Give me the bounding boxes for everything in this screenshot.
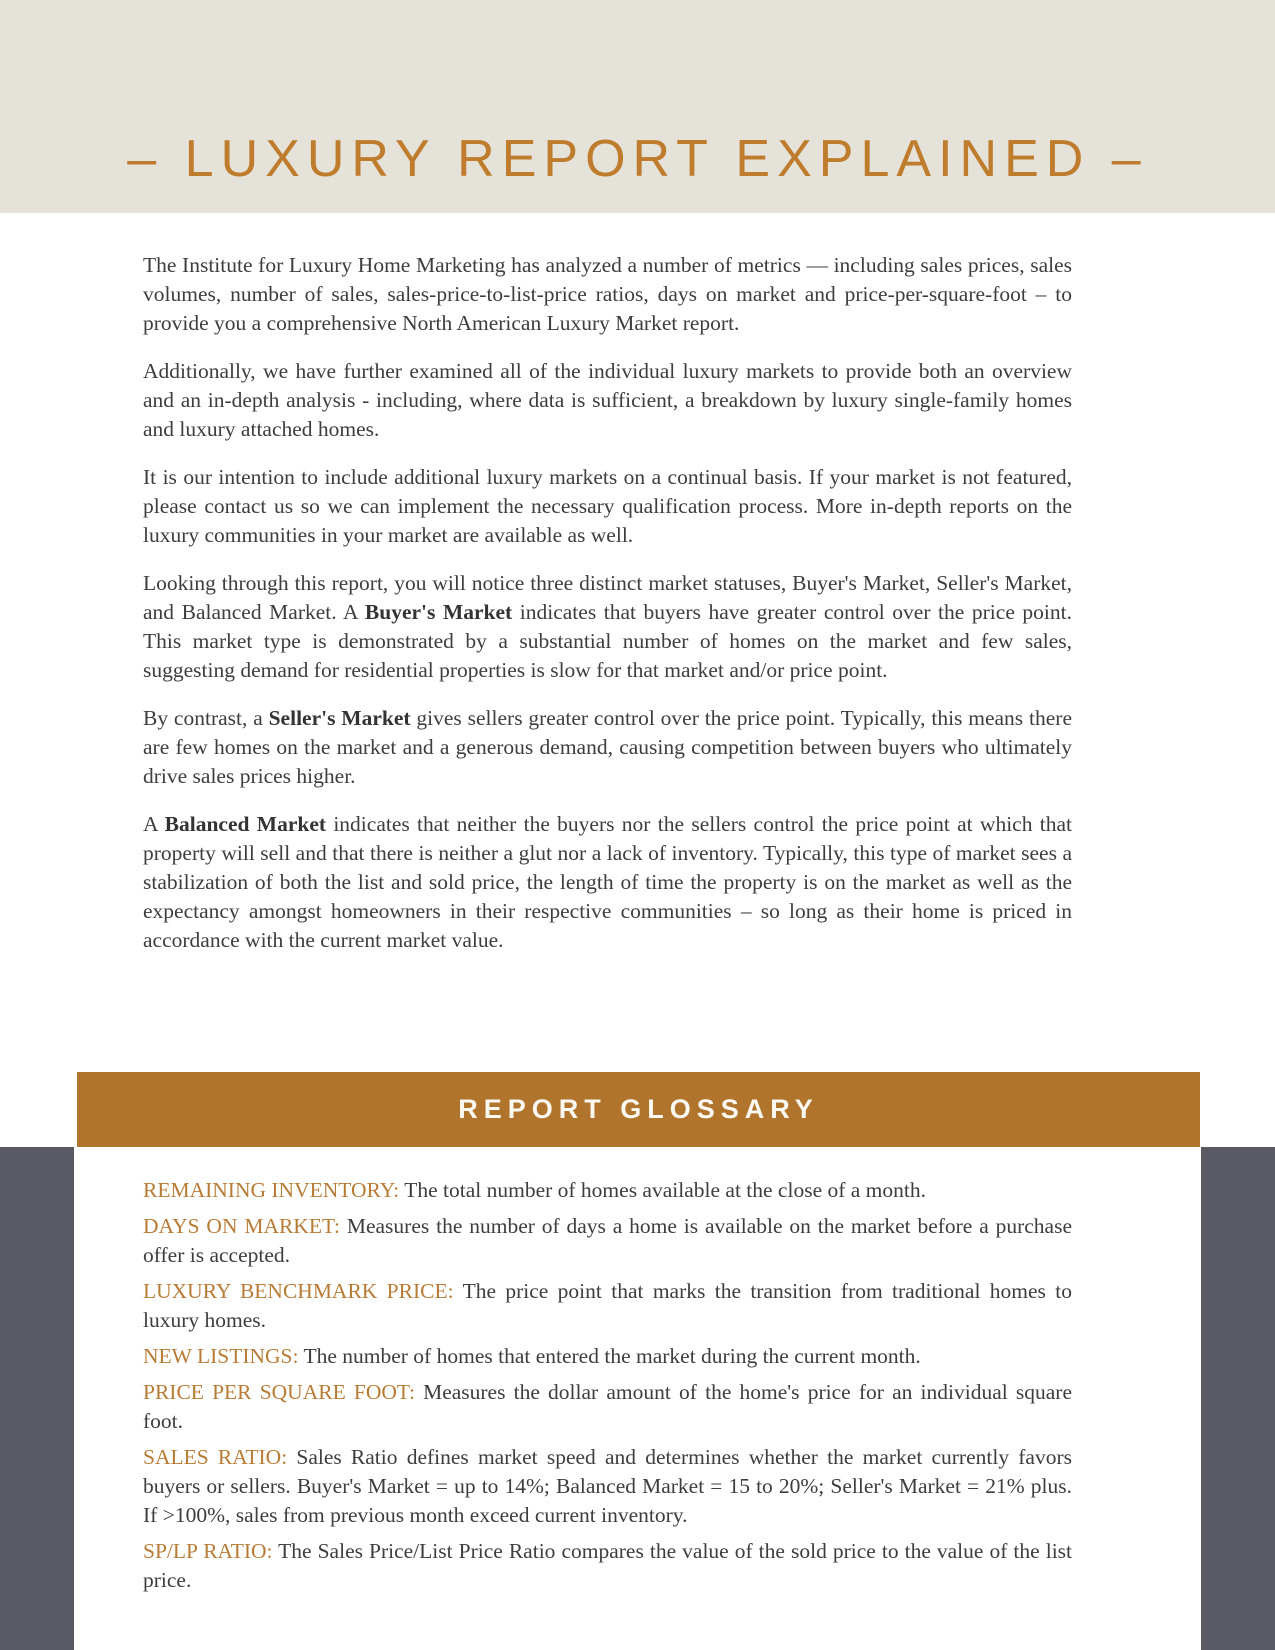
intro-paragraph	[143, 251, 1072, 338]
glossary-term: DAYS ON MARKET:	[143, 1214, 347, 1238]
glossary-definition: Sales Ratio defines market speed and determines whether the market currently favors buyers or sellers. Buyer's Market = up to 14%; Balanced Market = 15 to 20%; Seller's Market = 21% plus. If >100%, sales from previous month exceed current inventory.	[143, 1445, 1072, 1527]
intro-paragraph	[143, 810, 1072, 955]
intro-paragraph	[143, 357, 1072, 444]
glossary-entry	[143, 1342, 1072, 1371]
glossary-entry	[143, 1537, 1072, 1595]
intro-paragraph	[143, 569, 1072, 685]
paragraph-text: indicates that buyers have greater control over the price point. This market type is demonstrated by a substantial number of homes on the market and few sales, suggesting demand for residential properties is slow for that market and/or price point.	[143, 600, 1072, 682]
glossary-entry	[143, 1277, 1072, 1335]
glossary-list	[143, 1176, 1072, 1602]
glossary-term: REMAINING INVENTORY:	[143, 1178, 405, 1202]
glossary-entry	[143, 1176, 1072, 1205]
glossary-term: LUXURY BENCHMARK PRICE:	[143, 1279, 463, 1303]
glossary-definition: The Sales Price/List Price Ratio compares the value of the sold price to the value of the list price.	[143, 1539, 1073, 1592]
paragraph-text: The Institute for Luxury Home Marketing has analyzed a number of metrics — including sales prices, sales volumes, number of sales, sales-price-to-list-price ratios, days on market and price-per-square-foot – to provide you a comprehensive North American Luxury Market report.	[143, 253, 1072, 335]
glossary-term: SP/LP RATIO:	[143, 1539, 279, 1563]
intro-paragraph	[143, 704, 1072, 791]
market-type-term: Seller's Market	[268, 706, 411, 730]
glossary-entry	[143, 1378, 1072, 1436]
glossary-definition: Measures the dollar amount of the home's price for an individual square foot.	[143, 1380, 1072, 1433]
page-title: – LUXURY REPORT EXPLAINED –	[127, 130, 1148, 188]
paragraph-text: It is our intention to include additional luxury markets on a continual basis. If your market is not featured, please contact us so we can implement the necessary qualification process. More in-depth reports on the luxury communities in your market are available as well.	[143, 465, 1072, 547]
glossary-term: NEW LISTINGS:	[143, 1344, 304, 1368]
glossary-entry	[143, 1443, 1072, 1530]
paragraph-text: Looking through this report, you will notice three distinct market statuses, Buyer's Market, Seller's Market, and Balanced Market. A	[143, 571, 1072, 624]
paragraph-text: Additionally, we have further examined all of the individual luxury markets to provide both an overview and an in-depth analysis - including, where data is sufficient, a breakdown by luxury single-family homes and luxury attached homes.	[143, 359, 1072, 441]
left-side-strip	[0, 1147, 74, 1650]
market-type-term: Buyer's Market	[364, 600, 513, 624]
glossary-term: PRICE PER SQUARE FOOT:	[143, 1380, 424, 1404]
paragraph-text: gives sellers greater control over the price point. Typically, this means there are few homes on the market and a generous demand, causing competition between buyers who ultimately drive sales prices higher.	[143, 706, 1072, 788]
paragraph-text: By contrast, a	[143, 706, 269, 730]
paragraph-text: A	[143, 812, 165, 836]
glossary-definition: The number of homes that entered the market during the current month.	[303, 1344, 921, 1368]
glossary-definition: The total number of homes available at the close of a month.	[404, 1178, 927, 1202]
paragraph-text: indicates that neither the buyers nor the sellers control the price point at which that property will sell and that there is neither a glut nor a lack of inventory. Typically, this type of market sees a stabilization of both the list and sold price, the length of time the property is on the market as well as the expectancy amongst homeowners in their respective communities – so long as their home is priced in accordance with the current market value.	[143, 812, 1073, 952]
glossary-heading: REPORT GLOSSARY	[458, 1094, 819, 1124]
intro-paragraph	[143, 463, 1072, 550]
intro-section	[143, 251, 1072, 974]
glossary-term: SALES RATIO:	[143, 1445, 297, 1469]
right-side-strip	[1201, 1147, 1275, 1650]
glossary-definition: The price point that marks the transition from traditional homes to luxury homes.	[143, 1279, 1072, 1332]
glossary-banner	[77, 1072, 1200, 1147]
page-header	[0, 0, 1275, 213]
market-type-term: Balanced Market	[164, 812, 327, 836]
glossary-definition: Measures the number of days a home is available on the market before a purchase offer is accepted.	[143, 1214, 1073, 1267]
glossary-entry	[143, 1212, 1072, 1270]
